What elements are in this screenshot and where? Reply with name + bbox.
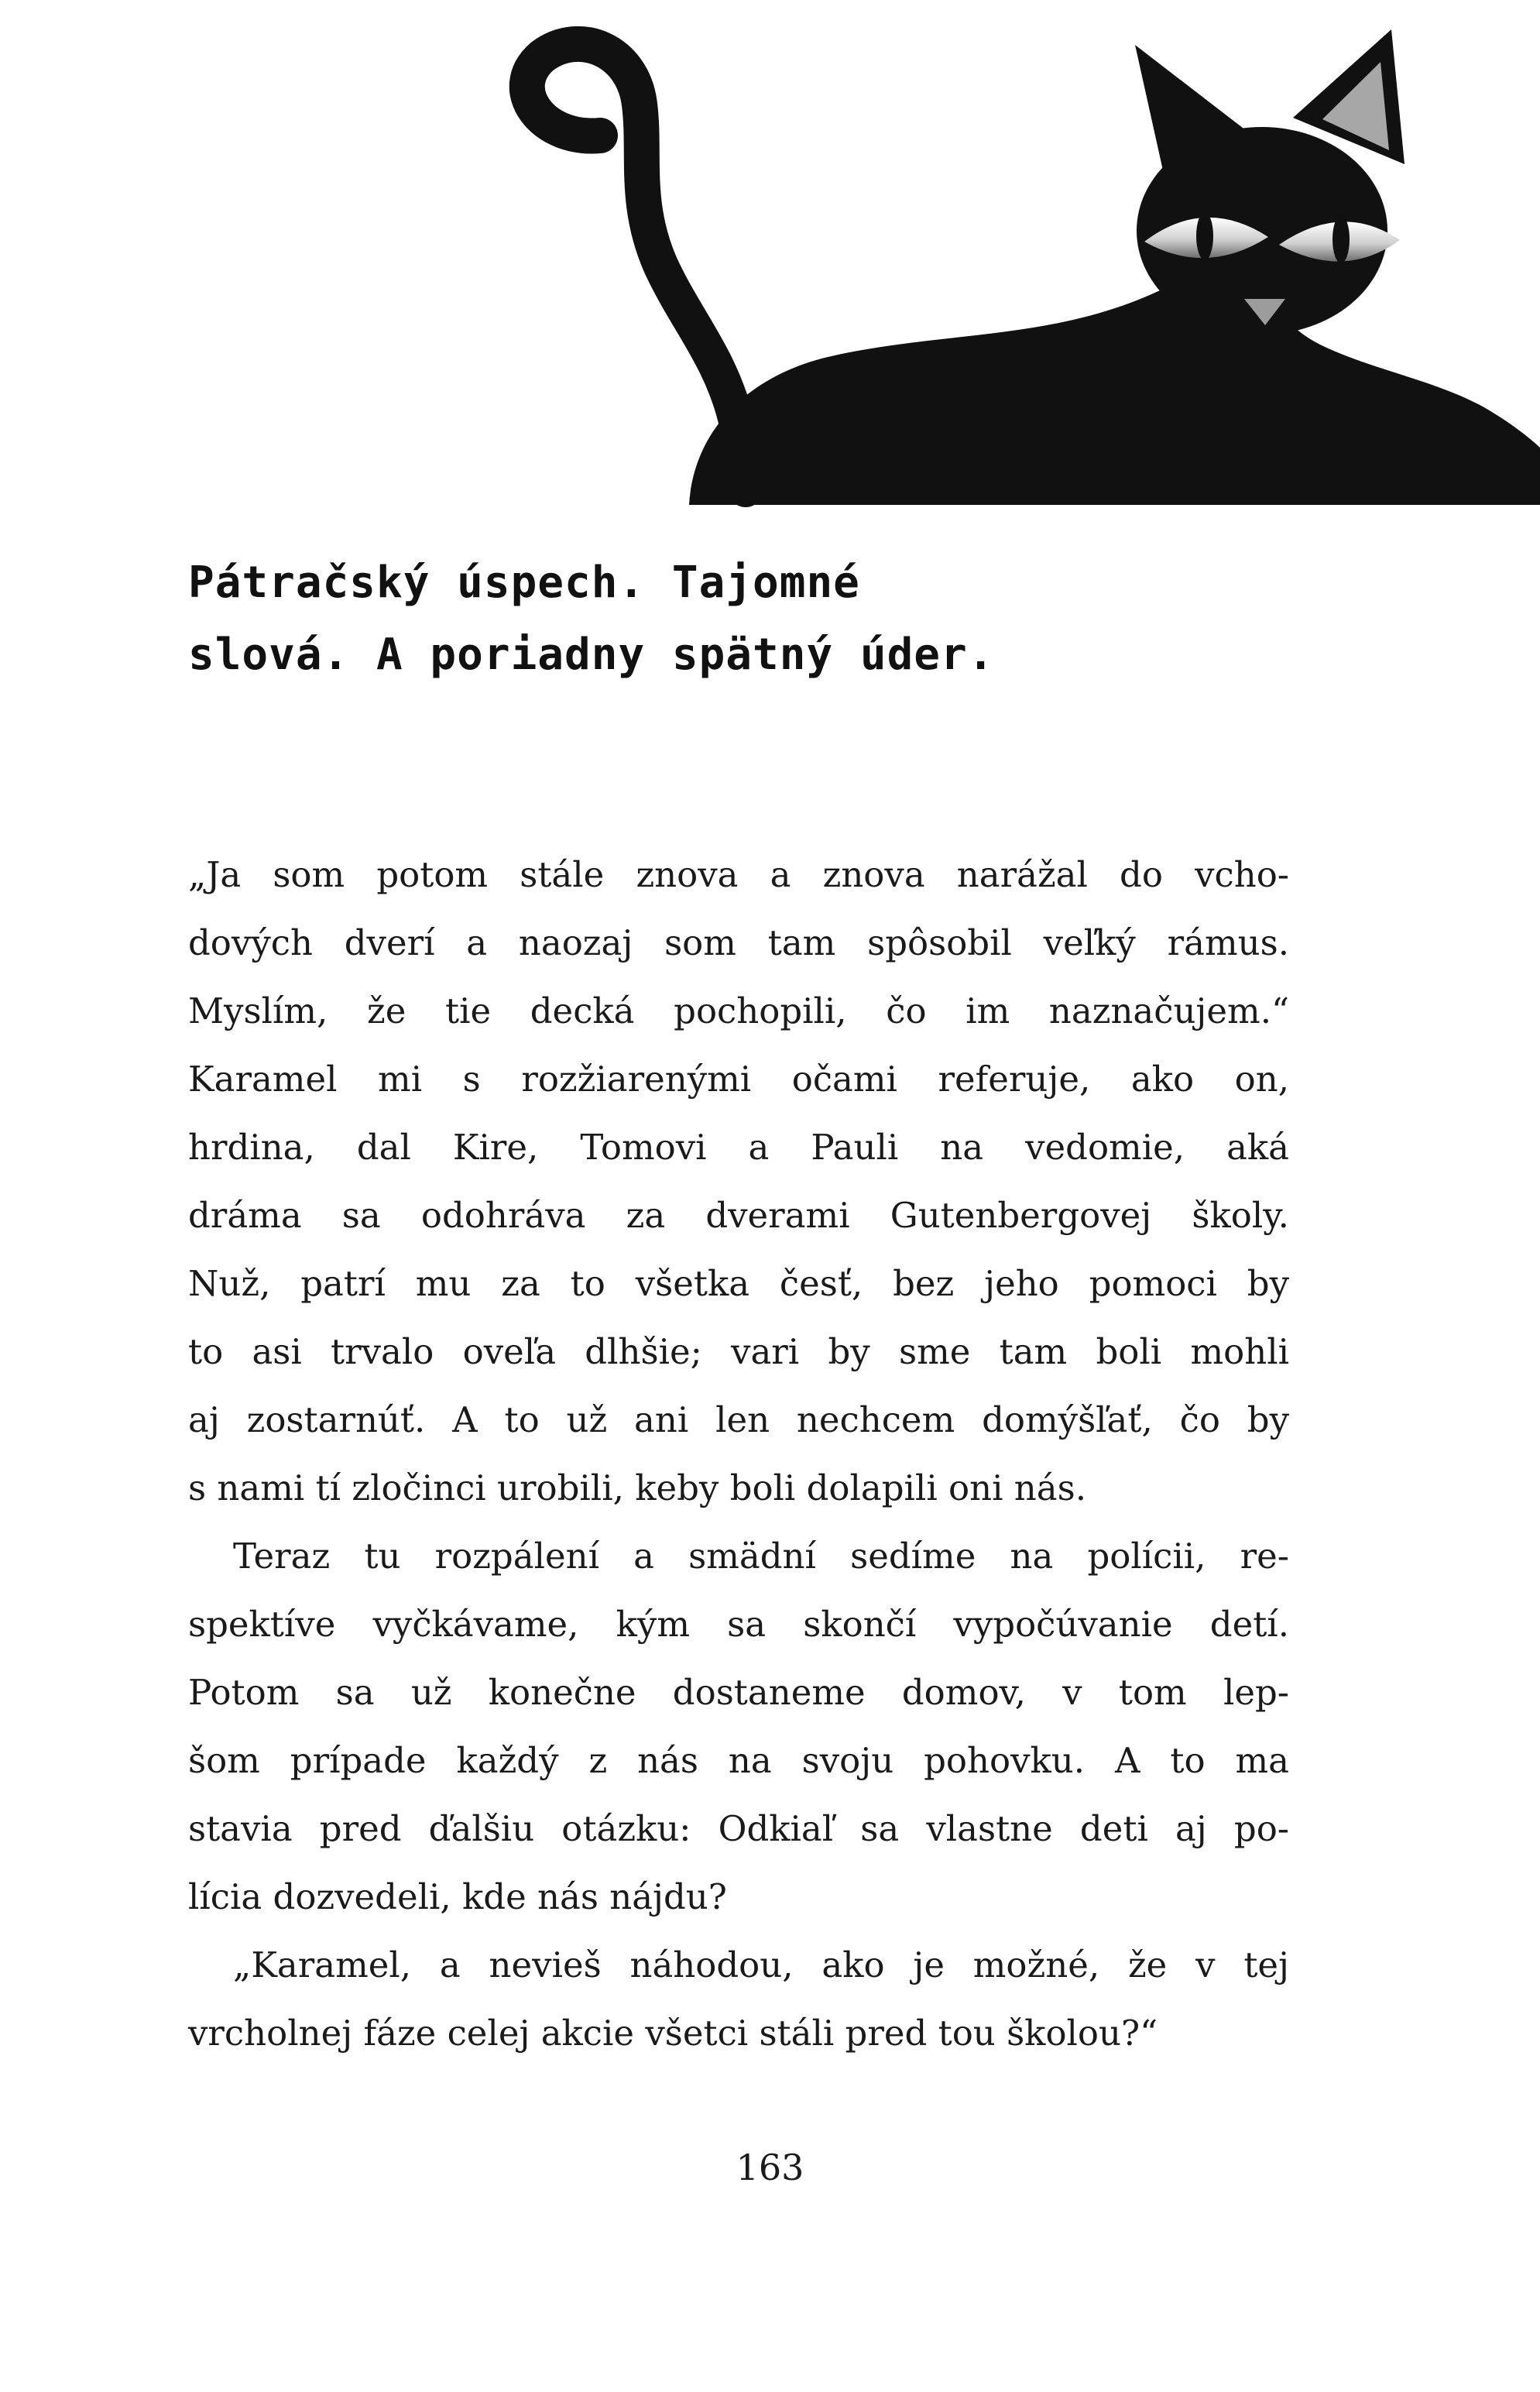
text-line: stavia pred ďalšiu otázku: Odkiaľ sa vlastne deti aj po- bbox=[188, 1808, 1289, 1849]
text-line: šom prípade každý z nás na svoju pohovku. A to ma bbox=[188, 1740, 1289, 1781]
text-line: Karamel mi s rozžiarenými očami referuje, ako on, bbox=[188, 1059, 1289, 1100]
text-line: aj zostarnúť. A to už ani len nechcem domýšľať, čo by bbox=[188, 1399, 1289, 1440]
page-number: 163 bbox=[736, 2147, 804, 2188]
chapter-title-line-2: slová. A poriadny spätný úder. bbox=[188, 630, 995, 680]
text-line: s nami tí zločinci urobili, keby boli dolapili oni nás. bbox=[188, 1467, 1087, 1508]
cat-pupil-right bbox=[1332, 215, 1350, 263]
text-line: Myslím, že tie decká pochopili, čo im naznačujem.“ bbox=[188, 990, 1289, 1031]
black-cat-illustration bbox=[0, 15, 1540, 550]
text-line: Potom sa už konečne dostaneme domov, v tom lep- bbox=[188, 1672, 1289, 1713]
text-line: spektíve vyčkávame, kým sa skončí vypočúvanie detí. bbox=[188, 1604, 1289, 1645]
text-line: „Karamel, a nevieš náhodou, ako je možné, že v tej bbox=[233, 1944, 1289, 1985]
text-line: lícia dozvedeli, kde nás nájdu? bbox=[188, 1876, 727, 1917]
cat-body-shape bbox=[689, 244, 1540, 505]
cat-tail-shape bbox=[527, 44, 746, 489]
text-line: dových dverí a naozaj som tam spôsobil veľký rámus. bbox=[188, 922, 1289, 963]
body-text bbox=[188, 841, 1289, 2068]
chapter-title-line-1: Pátračský úspech. Tajomné bbox=[188, 558, 860, 608]
paragraph bbox=[188, 1522, 1289, 1931]
text-line: Teraz tu rozpálení a smädní sedíme na polícii, re- bbox=[233, 1536, 1289, 1577]
paragraph bbox=[188, 841, 1289, 1522]
text-line: to asi trvalo oveľa dlhšie; vari by sme tam boli mohli bbox=[188, 1331, 1289, 1372]
text-line: dráma sa odohráva za dverami Gutenbergovej školy. bbox=[188, 1195, 1289, 1236]
cat-pupil-left bbox=[1196, 212, 1213, 260]
text-line: hrdina, dal Kire, Tomovi a Pauli na vedomie, aká bbox=[188, 1127, 1289, 1168]
text-line: „Ja som potom stále znova a znova narážal do vcho- bbox=[188, 854, 1289, 895]
text-line: Nuž, patrí mu za to všetka česť, bez jeho pomoci by bbox=[188, 1263, 1289, 1304]
chapter-title bbox=[188, 547, 994, 691]
text-line: vrcholnej fáze celej akcie všetci stáli pred tou školou?“ bbox=[188, 2013, 1158, 2054]
paragraph bbox=[188, 1931, 1289, 2068]
